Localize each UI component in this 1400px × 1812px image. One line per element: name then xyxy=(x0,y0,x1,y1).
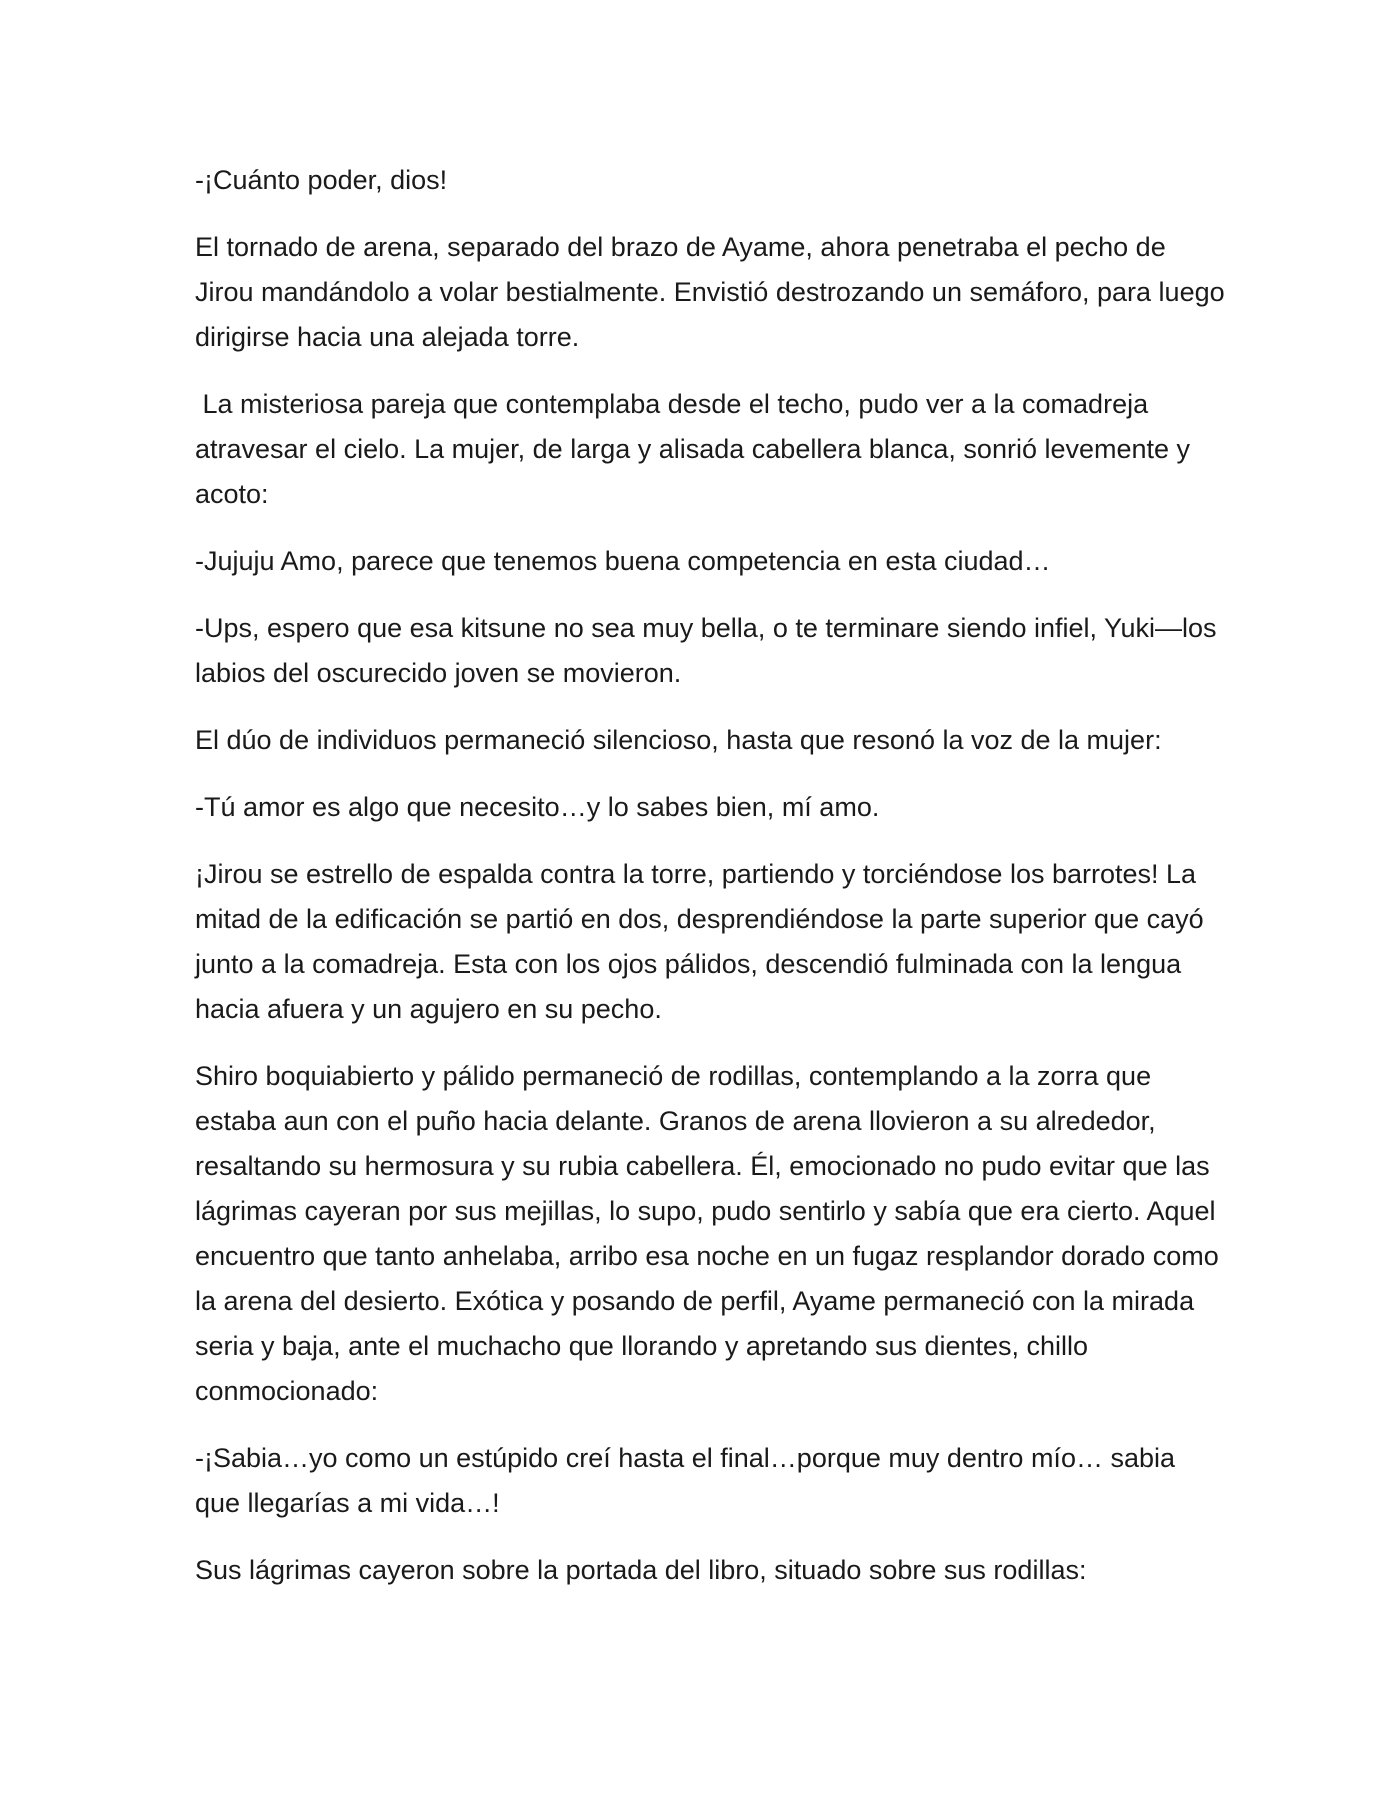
paragraph: ¡Jirou se estrello de espalda contra la torre, partiendo y torciéndose los barrotes! La mitad de la edificación se partió en dos, desprendiéndose la parte superior que cayó junto a la comadreja. Esta con los ojos pálidos, descendió fulminada con la lengua hacia afuera y un agujero en su pecho. xyxy=(195,859,1212,1024)
paragraph: -Ups, espero que esa kitsune no sea muy bella, o te terminare siendo infiel, Yuki—los labios del oscurecido joven se movieron. xyxy=(195,613,1225,688)
paragraph: El tornado de arena, separado del brazo de Ayame, ahora penetraba el pecho de Jirou mandándolo a volar bestialmente. Envistió destrozando un semáforo, para luego dirigirse hacia una alejada torre. xyxy=(195,232,1233,352)
paragraph: -¡Sabia…yo como un estúpido creí hasta el final…porque muy dentro mío… sabia que llegarías a mi vida…! xyxy=(195,1443,1183,1518)
paragraph: Sus lágrimas cayeron sobre la portada del libro, situado sobre sus rodillas: xyxy=(195,1555,1087,1585)
paragraph: Shiro boquiabierto y pálido permaneció de rodillas, contemplando a la zorra que estaba aun con el puño hacia delante. Granos de arena llovieron a su alrededor, resaltando su hermosura y su rubia cabellera. Él, emocionado no pudo evitar que las lágrimas cayeran por sus mejillas, lo supo, pudo sentirlo y sabía que era cierto. Aquel encuentro que tanto anhelaba, arribo esa noche en un fugaz resplandor dorado como la arena del desierto. Exótica y posando de perfil, Ayame permaneció con la mirada seria y baja, ante el muchacho que llorando y apretando sus dientes, chillo conmocionado: xyxy=(195,1061,1227,1406)
paragraph: -Tú amor es algo que necesito…y lo sabes bien, mí amo. xyxy=(195,792,880,822)
paragraph: El dúo de individuos permaneció silencioso, hasta que resonó la voz de la mujer: xyxy=(195,725,1162,755)
paragraph: -¡Cuánto poder, dios! xyxy=(195,165,448,195)
document-body xyxy=(195,158,1233,1615)
paragraph: -Jujuju Amo, parece que tenemos buena competencia en esta ciudad… xyxy=(195,546,1051,576)
paragraph: La misteriosa pareja que contemplaba desde el techo, pudo ver a la comadreja atravesar el cielo. La mujer, de larga y alisada cabellera blanca, sonrió levemente y acoto: xyxy=(195,389,1198,509)
